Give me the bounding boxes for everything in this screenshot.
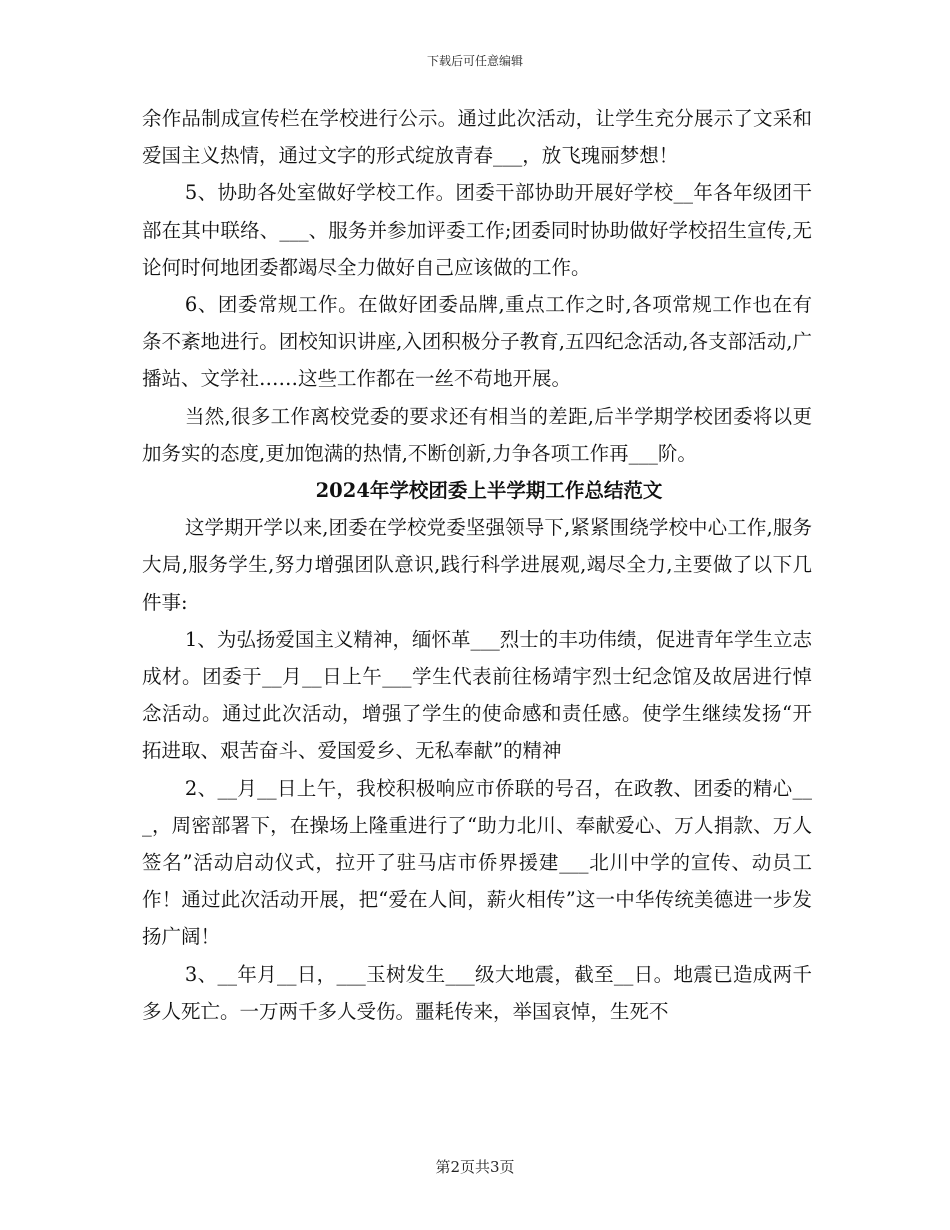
document-body	[142, 100, 812, 1030]
paragraph-item-6: 6、团委常规工作。在做好团委品牌,重点工作之时,各项常规工作也在有条不紊地进行。团校知识讲座,入团积极分子教育,五四纪念活动,各支部活动,广播站、文学社……这些工作都在一丝不苟地开展。	[142, 293, 812, 391]
paragraph-item-2: 2、__月__日上午，我校积极响应市侨联的号召，在政教、团委的精心___，周密部署下，在操场上隆重进行了“助力北川、奉献爱心、万人捐款、万人签名”活动启动仪式，拉开了驻马店市侨界援建___北川中学的宣传、动员工作！通过此次活动开展，把“爱在人间，薪火相传”这一中华传统美德进一步发扬广阔！	[142, 776, 812, 949]
page-footer: 第2页共3页	[435, 1158, 515, 1176]
paragraph-continued: 余作品制成宣传栏在学校进行公示。通过此次活动，让学生充分展示了文采和爱国主义热情，通过文字的形式绽放青春___，放飞瑰丽梦想！	[142, 107, 812, 168]
paragraph-item-5: 5、协助各处室做好学校工作。团委干部协助开展好学校__年各年级团干部在其中联络、___、服务并参加评委工作;团委同时协助做好学校招生宣传,无论何时何地团委都竭尽全力做好自己应该做的工作。	[142, 181, 812, 279]
paragraph-item-3: 3、__年月__日，___玉树发生___级大地震，截至__日。地震已造成两千多人死亡。一万两千多人受伤。噩耗传来，举国哀悼，生死不	[142, 962, 812, 1023]
header-note: 下载后可任意编辑	[426, 54, 523, 68]
paragraph-item-1: 1、为弘扬爱国主义精神，缅怀革___烈士的丰功伟绩，促进青年学生立志成材。团委于__月__日上午___学生代表前往杨靖宇烈士纪念馆及故居进行悼念活动。通过此次活动，增强了学生的使命感和责任感。使学生继续发扬“开拓进取、艰苦奋斗、爱国爱乡、无私奉献”的精神	[142, 627, 812, 763]
paragraph-conclusion: 当然,很多工作离校党委的要求还有相当的差距,后半学期学校团委将以更加务实的态度,更加饱满的热情,不断创新,力争各项工作再___阶。	[142, 404, 812, 465]
paragraph-intro: 这学期开学以来,团委在学校党委坚强领导下,紧紧围绕学校中心工作,服务大局,服务学生,努力增强团队意识,践行科学进展观,竭尽全力,主要做了以下几件事:	[142, 516, 812, 614]
section-title: 2024年学校团委上半学期工作总结范文	[315, 479, 663, 503]
